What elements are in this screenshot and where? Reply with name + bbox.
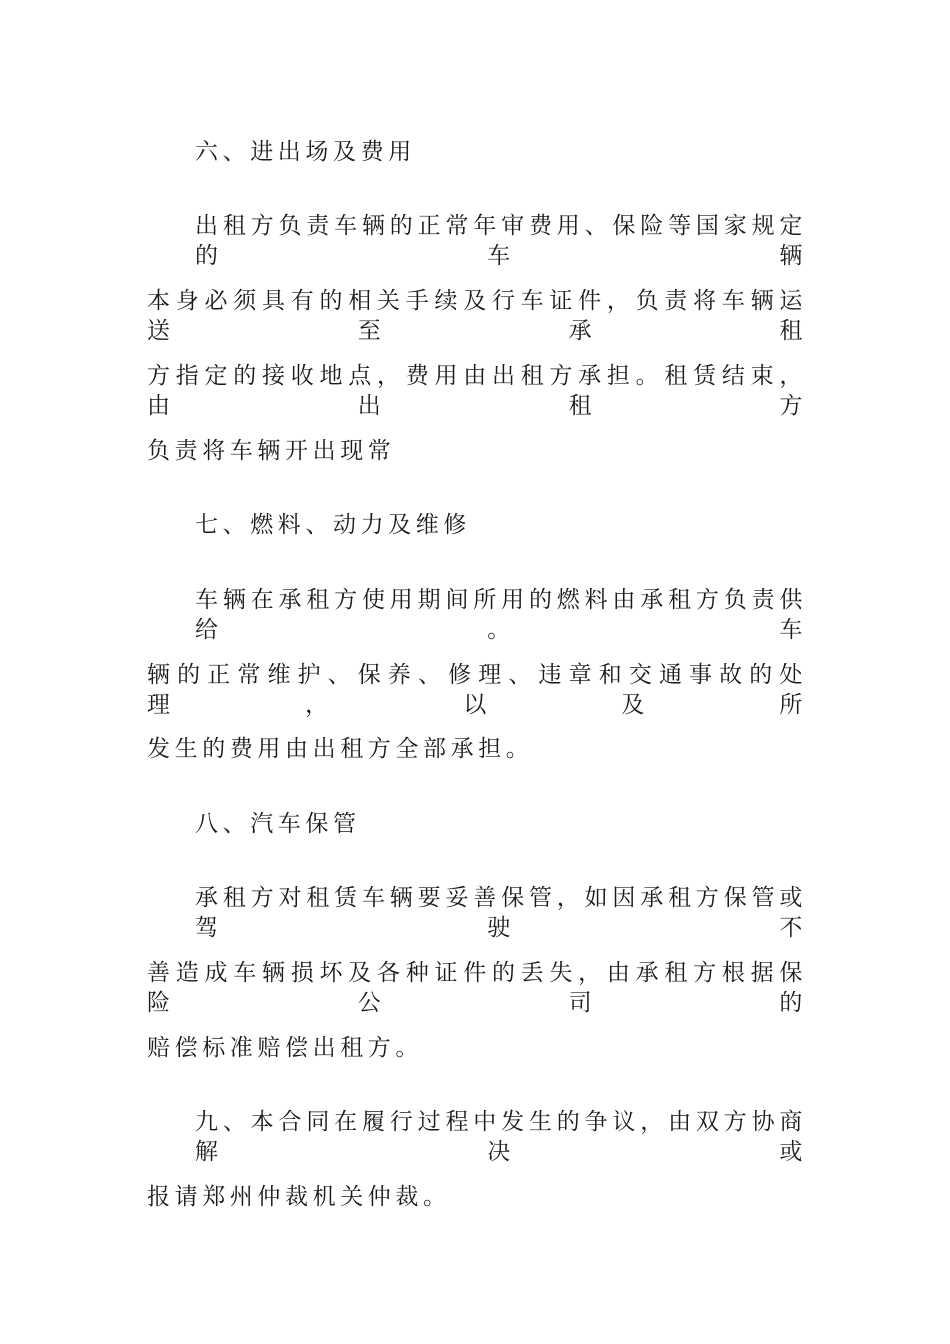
paragraph-line: 负责将车辆开出现常 xyxy=(147,438,396,464)
paragraph-line: 承租方对租赁车辆要妥善保管，如因承租方保管或驾驶不 xyxy=(195,885,807,941)
paragraph-line: 本身必须具有的相关手续及行车证件，负责将车辆运送至承租 xyxy=(147,288,807,344)
section-heading-7: 七、燃料、动力及维修 xyxy=(195,512,471,538)
section-heading-8: 八、汽车保管 xyxy=(195,811,361,837)
paragraph-line: 辆的正常维护、保养、修理、违章和交通事故的处理，以及所 xyxy=(147,662,807,718)
paragraph-line: 出租方负责车辆的正常年审费用、保险等国家规定的车辆 xyxy=(195,213,807,269)
paragraph-line: 赔偿标准赔偿出租方。 xyxy=(147,1035,423,1061)
section-heading-9: 九、本合同在履行过程中发生的争议，由双方协商解决或 xyxy=(195,1109,807,1165)
section-heading-6: 六、进出场及费用 xyxy=(195,139,416,165)
paragraph-line: 善造成车辆损坏及各种证件的丢失，由承租方根据保险公司的 xyxy=(147,960,807,1016)
paragraph-line: 发生的费用由出租方全部承担。 xyxy=(147,736,534,762)
paragraph-line: 车辆在承租方使用期间所用的燃料由承租方负责供给。车 xyxy=(195,587,807,643)
paragraph-line: 报请郑州仲裁机关仲裁。 xyxy=(147,1184,451,1210)
paragraph-line: 方指定的接收地点，费用由出租方承担。租赁结束，由出租方 xyxy=(147,363,807,419)
